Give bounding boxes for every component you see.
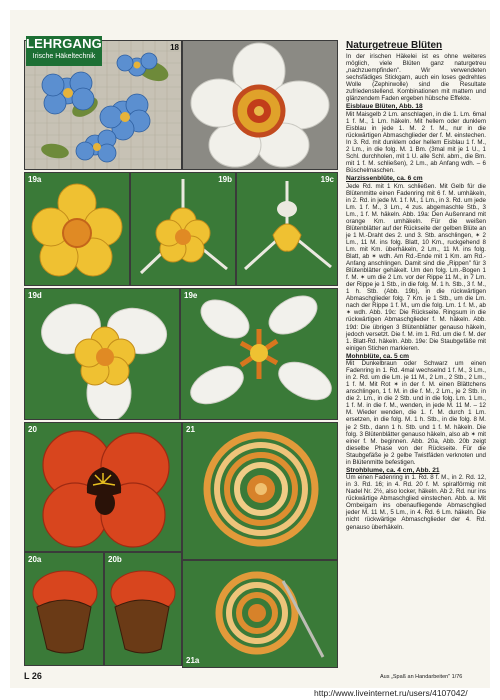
section-3-text: Mit Dunkelbraun oder Schwarz um einen Fadenring in 1. Rd. 4mal wechselnd 1 f. M., 3 Lm., in 2. Rd. um die Lm. je 11 M., 2 Lm., 2 Stb., 2 Lm., 1 f. M. Mit Rot ✶ in der f. M. einen Blättchens anschlingen, 1 f. M. in die f. M., 2 Lm., je 2 Stb. in die 2. Lm., in die 2 Stb. und in die folg. Lm. 1 Lm., 1 f. M. in die f. M., wenden, in jede M. 11 M. – 12 M. Wieder wenden, die 1. f. M. durch 1 Lm. ersetzen, in die folg. M. 1 h. Stb., in die folg. 8 M. je 2 Stb., dann 1 h. Stb. und 1 f. M. häkeln. Die folg. 3 Blütenblätter genauso häkeln, also ab ✶ mit einer f. M. beginnen. Abb. 20a, Abb. 20b zeigt dieselbe Phase von der Rückseite. Für die Staubgefäße je 2 gelbe Twistfäden verknoten und in Blütenmitte befestigen. [346, 360, 486, 466]
article-title: Naturgetreue Blüten [346, 40, 443, 51]
photo-21 [182, 422, 338, 560]
photo-19d [24, 288, 180, 420]
section-3-title: Mohnblüte, ca. 5 cm [346, 352, 410, 360]
photo-19c [236, 172, 338, 286]
section-2-title: Narzissenblüte, ca. 6 cm [346, 175, 423, 183]
photo-21a [182, 560, 338, 668]
page-number: L 26 [24, 671, 42, 681]
source-line: Aus „Spaß an Handarbeiten" 1/76 [380, 674, 463, 680]
lehrgang-badge [26, 36, 102, 66]
photo-label-20b: 20b [108, 555, 122, 564]
watermark-url: http://www.liveinternet.ru/users/4107042/ [314, 688, 468, 698]
photo-19e [180, 288, 338, 420]
photo-18-right [182, 40, 338, 170]
photo-label-19c: 19c [320, 175, 334, 184]
photo-label-20: 20 [28, 425, 37, 434]
photo-19a [24, 172, 130, 286]
article-text [346, 40, 486, 531]
photo-label-19a: 19a [28, 175, 42, 184]
photo-20a [24, 552, 104, 666]
article-intro: In der irischen Häkelei ist es ohne weiteres möglich, viele Blüten ganz naturgetreu „nachzuempfinden". Wir verwendeten sechsfädiges Stickgarn, auch ein loses gedrehtes Wolle (Zephirwolle) sind die Resultate zufriedenstellend. Kombinationen mit mattem und glänzendem Faden ergeben hübsche Effekte. [346, 53, 486, 103]
photo-label-21: 21 [186, 425, 195, 434]
photo-label-18: 18 [170, 43, 179, 52]
section-1-title: Eisblaue Blüten, Abb. 18 [346, 103, 423, 111]
photo-label-19d: 19d [28, 291, 42, 300]
photo-19b [130, 172, 236, 286]
section-4-title: Strohblume, ca. 4 cm, Abb. 21 [346, 466, 440, 474]
badge-title: LEHRGANG [26, 36, 102, 51]
photo-20 [24, 422, 182, 552]
photo-label-20a: 20a [28, 555, 42, 564]
section-4-text: Um einen Fadenring in 1. Rd. 8 f. M., in 2. Rd. 12, in 3. Rd. 16; in 4. Rd. 20 f. M. spiralförmig mit Nadel Nr. 2½, also locker, häkeln. Ab 2. Rd. nur ins rückwärtige Abmaschglied einstechen. Abb. a. Mit Ornbeigarn ins obenaufliegende Abmaschglied jeder M. 11 M., 5 Lm., in 4. Rd. 6 Lm. häkeln. Die nicht rückwärtige Abmaschglieder der 4. Rd. genauso überhäkeln. [346, 474, 486, 531]
photo-label-21a: 21a [186, 656, 200, 665]
section-1-text: Mit Maisgelb 2 Lm. anschlagen, in die 1. Lm. 6mal 1 f. M., 1 Lm. häkeln. Mit hellem oder dunklem Eisblau in jede 1. M. 2 f. M., nur in die rückwärtigen Abmaschglieder der f. M. einstechen. In 3. Rd. mit dunklem oder hellem Eisblau 1 f. M., 2 Lm., in die folg. M. 1 Bm. (3mal mit je 1 U., 1 Schl. durchholen, mit 1 U. alle Schl. abm., die Bm. mit 1 f. M. schließen), 2 Lm., ab Anfang wdh. – 6 Büschelmaschen. [346, 110, 486, 175]
photo-label-19e: 19e [184, 291, 198, 300]
photo-label-19b: 19b [218, 175, 232, 184]
section-2-text: Jede Rd. mit 1 Km. schließen. Mit Gelb für die Blütenmitte einen Fadenring mit 6 f. M. umhäkeln, in 2. Rd. in jede M. 1 f. M., 1 Lm., in 3. Rd. um jede Lm. 1 f. M., 3 Lm., 4 zus. abgemaschte Stb., 3 Lm., 1 f. M. häkeln. Abb. 19a: Den Außenrand mit orange Km. umhäkeln. Für die weißen Blütenblätter auf der Rückseite der gelben Blüte an je 1 M.-Draht des 2. und 3. Stb. anschlingen, ✶ 2 Lm., 11 M. ins folg. Blatt, 10 Km., ruckgehend 8 Lm. mit Km. überhäkeln, 2 Lm., 11 M. ins folg. Blatt, ab ✶ wdh. Am Rd.-Ende mit 1 Km. am Rd.-Anfang anschlingen. Damit sind die „Rippen" für 3 Blütenblätter gehäkelt. Um den folg. Lm.-Bogen 1 f. M. ✶ um die 2 Lm. vor der Rippe 11 M., in 7 Lm. der Rippe je 1 Stb., in die folg. M. 1 h. Stb., 3 f. M., 1 h. Stb. (Abb. 19b), in die rückwärtigen Abmaschglieder folg. 7 Km. je 1 Stb., um die Lm. nach der Rippe 1 f. M., um die folg. Lm. 1 f. M., ab ✶ wdh. Abb. 19c: Die Rückseite. Ringsum in die rückwärtigen Abmaschglieder f. M. häkeln. Abb. 19d: Die übrigen 3 Blütenblätter genauso häkeln, jedoch versetzt. Die f. M. im 1. Rd. um die f. M. der 1. Blatt-Rd. häkeln. Abb. 19e: Die Staubgefäße mit einigen Stichen markieren. [346, 182, 486, 352]
badge-subtitle: Irische Häkeltechnik [32, 53, 96, 60]
photo-20b [104, 552, 182, 666]
